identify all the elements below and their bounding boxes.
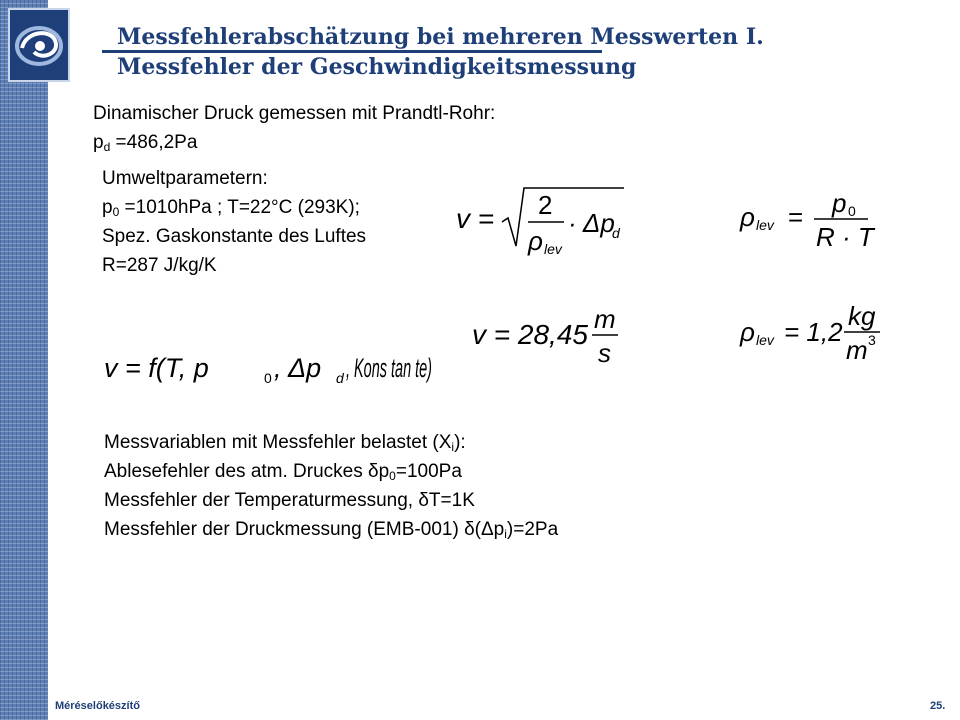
pd-subscript: d xyxy=(103,140,111,154)
velocity-result-unit-den: s xyxy=(598,338,611,368)
errors-line-4-text: Messfehler der Druckmessung (EMB-001) δ(Δp xyxy=(104,519,505,540)
density-equals: = xyxy=(788,202,804,232)
velocity-formula xyxy=(450,180,630,260)
density-result-value: = 1,2 xyxy=(784,317,843,347)
sidebar-pattern xyxy=(0,0,48,720)
p0-symbol: p xyxy=(102,197,113,218)
errors-line-1 xyxy=(104,430,466,460)
swirl-logo-icon xyxy=(10,10,68,80)
env-heading: Umweltparametern: xyxy=(102,168,268,189)
velocity-tail-sub: d xyxy=(612,225,620,241)
velocity-denominator-sub: lev xyxy=(544,241,562,257)
errors-line-4 xyxy=(104,517,558,547)
density-result-sub: lev xyxy=(756,332,774,348)
velocity-result xyxy=(470,300,640,370)
errors-line-2-text: Ablesefehler des atm. Druckes δp xyxy=(104,461,390,482)
footer-page-number: 25. xyxy=(930,700,946,712)
pd-value: =486,2Pa xyxy=(110,132,198,153)
intro-line-1: Dinamischer Druck gemessen mit Prandtl-Rohr: xyxy=(93,103,496,124)
logo xyxy=(8,8,70,82)
density-lhs-sub: lev xyxy=(756,217,774,233)
env-line-4: R=287 J/kg/K xyxy=(102,255,217,276)
velocity-tail: · Δp xyxy=(568,208,615,238)
density-result-rho: ρ xyxy=(740,317,755,347)
title-underline xyxy=(102,50,602,53)
velocity-result-value: v = 28,45 xyxy=(472,319,588,350)
p0-subscript: 0 xyxy=(112,205,120,219)
title-line-2: Messfehler der Geschwindigkeitsmessung xyxy=(117,54,637,80)
function-mid: , Δp xyxy=(274,353,322,383)
function-start: v = f(T, p xyxy=(104,353,209,383)
env-line-3: Spez. Gaskonstante des Luftes xyxy=(102,226,367,247)
velocity-denominator-rho: ρ xyxy=(528,226,543,256)
density-result xyxy=(738,297,888,367)
env-p0-line xyxy=(102,195,360,225)
errors-line-4-sub: i xyxy=(504,527,507,541)
velocity-numerator: 2 xyxy=(538,190,553,220)
velocity-function xyxy=(100,345,440,391)
errors-line-2-end: =100Pa xyxy=(395,461,462,482)
errors-line-2 xyxy=(104,459,462,489)
intro-dynamic-pressure xyxy=(93,130,197,160)
density-numerator: p xyxy=(832,188,847,218)
errors-line-4-end: )=2Pa xyxy=(506,519,559,540)
function-sub-d: d xyxy=(336,370,344,386)
density-lhs: ρ xyxy=(740,202,755,232)
density-numerator-sub: 0 xyxy=(848,203,856,219)
errors-line-1-end: ): xyxy=(454,432,466,453)
errors-line-1-text: Messvariablen mit Messfehler belastet (X xyxy=(104,432,452,453)
pd-symbol: p xyxy=(93,132,104,153)
density-result-unit-num: kg xyxy=(848,301,876,331)
title-line-1: Messfehlerabschätzung bei mehreren Messwerten I. xyxy=(117,24,764,50)
function-end: , Kons tan te) xyxy=(346,353,432,383)
errors-line-2-sub: 0 xyxy=(389,469,396,483)
velocity-result-unit-num: m xyxy=(594,304,616,334)
errors-line-3: Messfehler der Temperaturmessung, δT=1K xyxy=(104,490,475,511)
errors-line-1-sub: i xyxy=(451,440,455,454)
density-formula xyxy=(738,186,878,252)
footer-course-name: Méréselőkészítő xyxy=(55,700,140,712)
density-result-unit-den: m xyxy=(846,335,868,365)
velocity-lhs: v = xyxy=(456,203,495,234)
function-sub-0: 0 xyxy=(264,370,272,386)
density-result-unit-sup: 3 xyxy=(868,332,876,348)
density-denominator: R · T xyxy=(816,222,874,252)
p0-rest: =1010hPa ; T=22°C (293K); xyxy=(119,197,360,218)
